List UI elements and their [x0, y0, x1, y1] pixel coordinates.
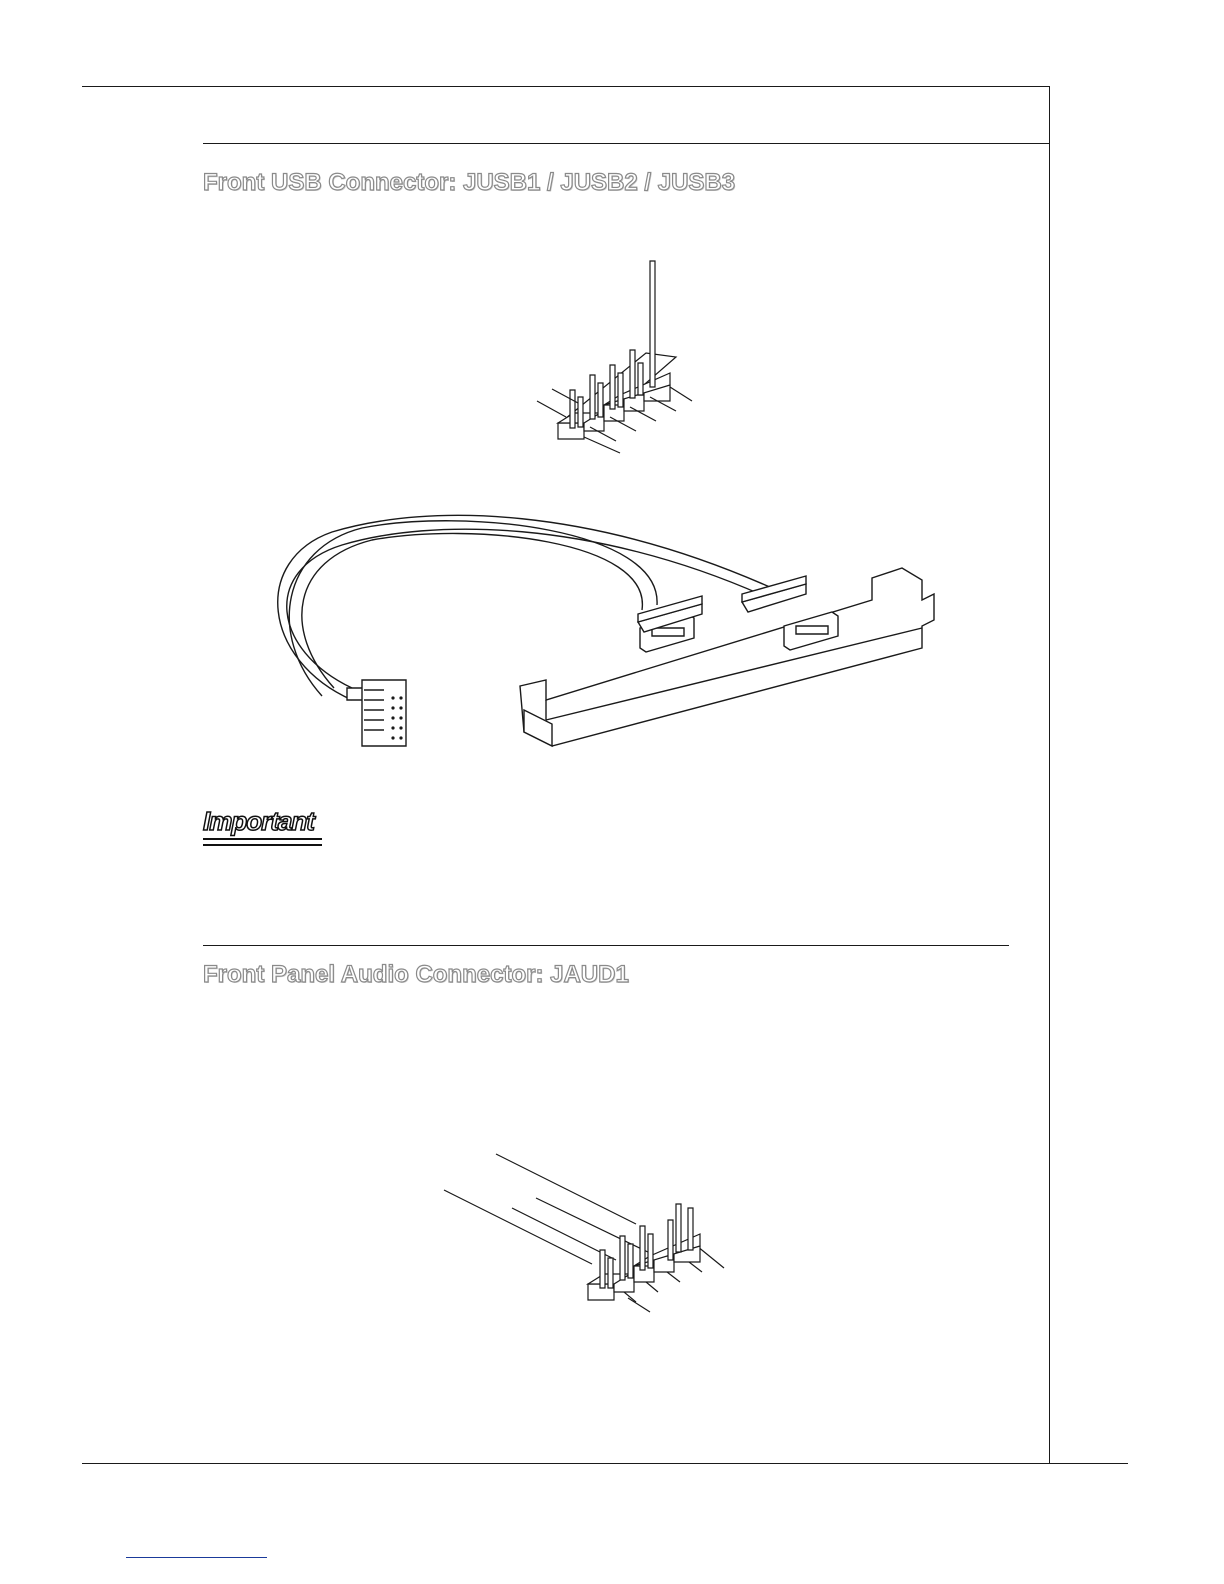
- footer-link-underline: [126, 1557, 267, 1558]
- audio-section-rule: [203, 945, 1009, 946]
- usb-pin-header-icon: [530, 255, 710, 455]
- usb-port-housing-2: [742, 576, 806, 612]
- top-page-rule: [82, 86, 1050, 87]
- bottom-page-rule: [82, 1463, 1128, 1464]
- usb-section-rule: [203, 143, 1049, 144]
- right-page-rule: [1049, 86, 1050, 1464]
- audio-section-title: Front Panel Audio Connector: JAUD1: [203, 961, 629, 988]
- usb-section-title: Front USB Connector: JUSB1 / JUSB2 / JUSB3: [203, 169, 736, 196]
- usb-bracket-plate: [520, 568, 934, 746]
- usb-bracket-cable-icon: [262, 510, 962, 770]
- audio-pin-header-icon: [440, 1150, 740, 1320]
- important-underline-1: [203, 838, 322, 840]
- usb-cable-connector-10pin: [347, 680, 406, 746]
- important-underline-2: [203, 844, 322, 846]
- important-label: Important: [203, 806, 314, 836]
- audio-header-leader-lines: [444, 1154, 724, 1312]
